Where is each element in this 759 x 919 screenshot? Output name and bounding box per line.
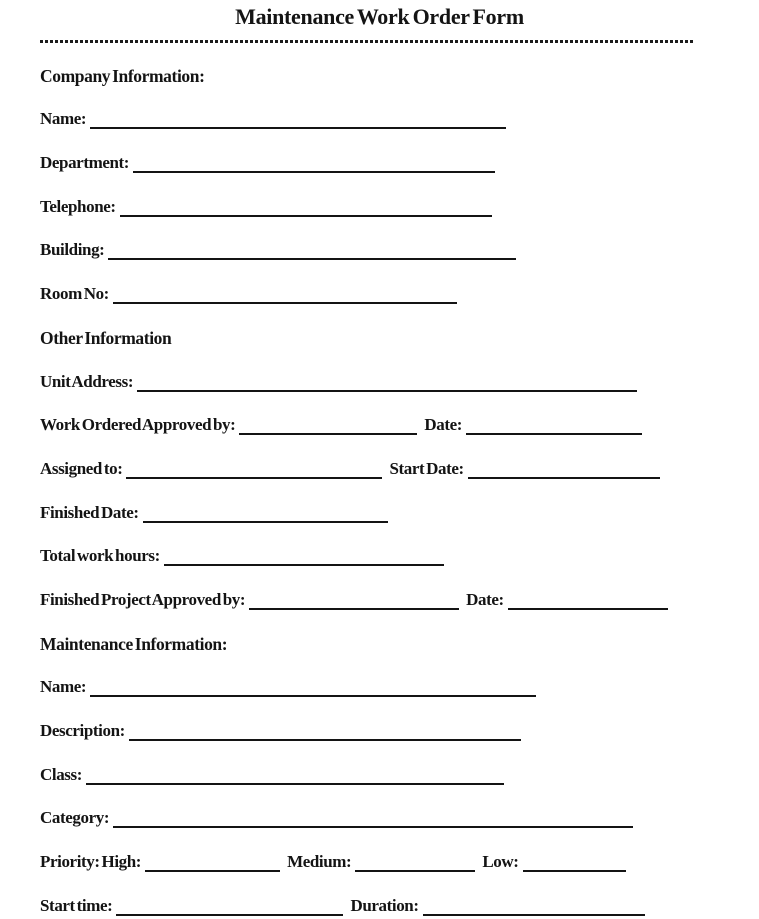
blank-finished-date[interactable] — [143, 516, 388, 523]
field-row-priority — [40, 831, 759, 875]
field-row-assigned-to — [40, 438, 759, 482]
section-heading-label: Maintenance Information: — [40, 633, 228, 654]
section-heading-label: Company Information: — [40, 65, 205, 86]
blank-finished-project-approved-by[interactable] — [249, 603, 459, 610]
blank-duration[interactable] — [423, 909, 645, 916]
label-assigned-to: Assigned to: — [40, 458, 123, 478]
label-department: Department: — [40, 153, 130, 173]
field-row-building — [40, 220, 759, 264]
label-start-time: Start time: — [40, 895, 113, 915]
blank-total-work-hours[interactable] — [164, 559, 444, 566]
label-priority-high: Priority: High: — [40, 852, 142, 872]
blank-category[interactable] — [113, 821, 633, 828]
field-row-finished-project-approved — [40, 569, 759, 613]
label-duration: Duration: — [350, 895, 419, 915]
label-company-name: Name: — [40, 109, 87, 129]
section-heading-label: Other Information — [40, 327, 172, 348]
label-priority-low: Low: — [482, 852, 519, 872]
label-unit-address: Unit Address: — [40, 371, 134, 391]
field-row-telephone — [40, 176, 759, 220]
blank-start-time[interactable] — [116, 909, 343, 916]
field-row-total-work-hours — [40, 526, 759, 570]
blank-start-date[interactable] — [468, 472, 660, 479]
blank-class[interactable] — [86, 778, 504, 785]
blank-telephone[interactable] — [120, 210, 492, 217]
blank-assigned-to[interactable] — [126, 472, 382, 479]
blank-department[interactable] — [133, 166, 495, 173]
blank-building[interactable] — [108, 253, 516, 260]
label-work-ordered-approved-by: Work Ordered Approved by: — [40, 415, 236, 435]
label-maintenance-name: Name: — [40, 677, 87, 697]
field-row-unit-address — [40, 351, 759, 395]
blank-company-name[interactable] — [90, 122, 506, 129]
field-row-finished-date — [40, 482, 759, 526]
label-priority-medium: Medium: — [287, 852, 352, 872]
blank-priority-low[interactable] — [523, 865, 626, 872]
blank-work-ordered-approved-by[interactable] — [239, 428, 417, 435]
label-work-ordered-date: Date: — [424, 415, 463, 435]
label-finished-date: Finished Date: — [40, 502, 139, 522]
blank-work-ordered-date[interactable] — [466, 428, 642, 435]
field-row-start-time — [40, 875, 759, 919]
section-heading-other-information — [40, 307, 759, 351]
label-total-work-hours: Total work hours: — [40, 546, 160, 566]
blank-room-no[interactable] — [113, 297, 457, 304]
field-row-room-no — [40, 263, 759, 307]
field-row-class — [40, 744, 759, 788]
field-row-department — [40, 132, 759, 176]
blank-finished-project-date[interactable] — [508, 603, 668, 610]
field-row-maintenance-name — [40, 657, 759, 701]
blank-priority-high[interactable] — [145, 865, 280, 872]
blank-description[interactable] — [129, 734, 521, 741]
blank-priority-medium[interactable] — [355, 865, 475, 872]
section-heading-company-information — [40, 45, 759, 89]
label-room-no: Room No: — [40, 284, 109, 304]
label-telephone: Telephone: — [40, 196, 116, 216]
blank-unit-address[interactable] — [137, 385, 637, 392]
field-row-company-name — [40, 89, 759, 133]
label-finished-project-approved-by: Finished Project Approved by: — [40, 589, 246, 609]
field-row-work-ordered-approved — [40, 395, 759, 439]
dashed-separator — [40, 40, 694, 43]
form-body — [0, 45, 759, 919]
label-building: Building: — [40, 240, 105, 260]
label-category: Category: — [40, 808, 110, 828]
section-heading-maintenance-information — [40, 613, 759, 657]
label-finished-project-date: Date: — [466, 589, 504, 609]
label-start-date: Start Date: — [389, 458, 464, 478]
field-row-description — [40, 700, 759, 744]
label-description: Description: — [40, 721, 125, 740]
blank-maintenance-name[interactable] — [90, 690, 536, 697]
label-class: Class: — [40, 764, 82, 784]
form-title: Maintenance Work Order Form — [235, 4, 524, 29]
field-row-category — [40, 788, 759, 832]
